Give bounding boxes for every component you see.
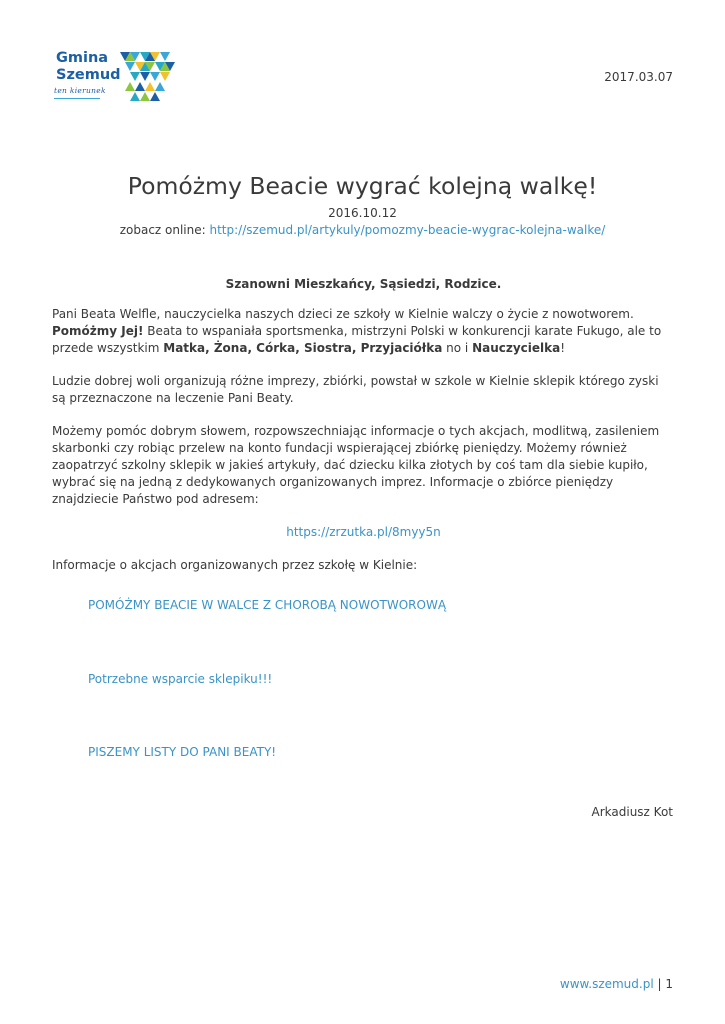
paragraph-1 [52,306,675,357]
logo-tagline: ten kierunek [54,86,106,95]
gmina-szemud-logo [50,48,180,104]
link-wsparcie-sklepiku[interactable]: Potrzebne wsparcie sklepiku!!! [88,672,273,686]
article-url-link[interactable]: http://szemud.pl/artykuly/pomozmy-beacie-wygrac-kolejna-walke/ [209,223,606,237]
p1-text-3: no i [442,341,473,355]
publication-date: 2016.10.12 [328,206,397,220]
p1-bold-2: Matka, Żona, Córka, Siostra, Przyjaciółka [163,341,443,355]
article-title: Pomóżmy Beacie wygrać kolejną walkę! [127,172,598,200]
link-walka-z-choroba[interactable]: POMÓŻMY BEACIE W WALCE Z CHOROBĄ NOWOTWOROWĄ [88,598,447,612]
online-prefix: zobacz online: [119,223,210,237]
paragraph-2: Ludzie dobrej woli organizują różne imprezy, zbiórki, powstał w szkole w Kielnie sklepik którego zyski są przeznaczone na leczenie Pani Beaty. [52,374,659,405]
paragraph-3: Możemy pomóc dobrym słowem, rozpowszechniając informacje o tych akcjach, modlitwą, zasileniem skarbonki czy robiąc przelew na konto fundacji wspierającej zbiórkę pieniędzy. Możemy również zaopatrzyć szkolny sklepik w jakieś artykuły, dać dziecku kilka złotych by coś tam dla siebie kupiło, wybrać się na jedną z dedykowanych organizowanych imprez. Informacje o zbiórce pieniędzy znajdziecie Państwo pod adresem: [52,424,660,506]
p1-text-2: Beata to wspaniała sportsmenka, mistrzyni Polski w konkurencji karate Fukugo, ale to przede wszystkim [52,324,662,355]
p1-bold-1: Pomóżmy Jej! [52,324,144,338]
logo-underline [54,98,100,99]
document-date: 2017.03.07 [604,70,673,84]
greeting: Szanowni Mieszkańcy, Sąsiedzi, Rodzice. [225,277,502,291]
paragraph-4: Informacje o akcjach organizowanych przez szkołę w Kielnie: [52,558,418,572]
p1-text-1: Pani Beata Welfle, nauczycielka naszych dzieci ze szkoły w Kielnie walczy o życie z nowotworem. [52,307,634,321]
triangle-mosaic-icon [120,48,178,102]
p1-text-4: ! [560,341,566,355]
footer-separator: | [653,977,666,991]
footer-site-link[interactable]: www.szemud.pl [559,977,654,991]
logo-wordmark [56,50,121,84]
p1-bold-3: Nauczycielka [472,341,561,355]
page-number: 1 [665,977,673,991]
page-footer [560,977,673,991]
online-link-line [0,223,725,237]
donation-link-line [52,524,675,541]
donation-link[interactable]: https://zrzutka.pl/8myy5n [286,525,441,539]
link-listy-do-pani-beaty[interactable]: PISZEMY LISTY DO PANI BEATY! [88,745,277,759]
article-body [52,276,675,590]
author-signature: Arkadiusz Kot [591,805,673,819]
logo-line-1: Gmina [56,50,109,66]
logo-line-2: Szemud [56,67,121,83]
